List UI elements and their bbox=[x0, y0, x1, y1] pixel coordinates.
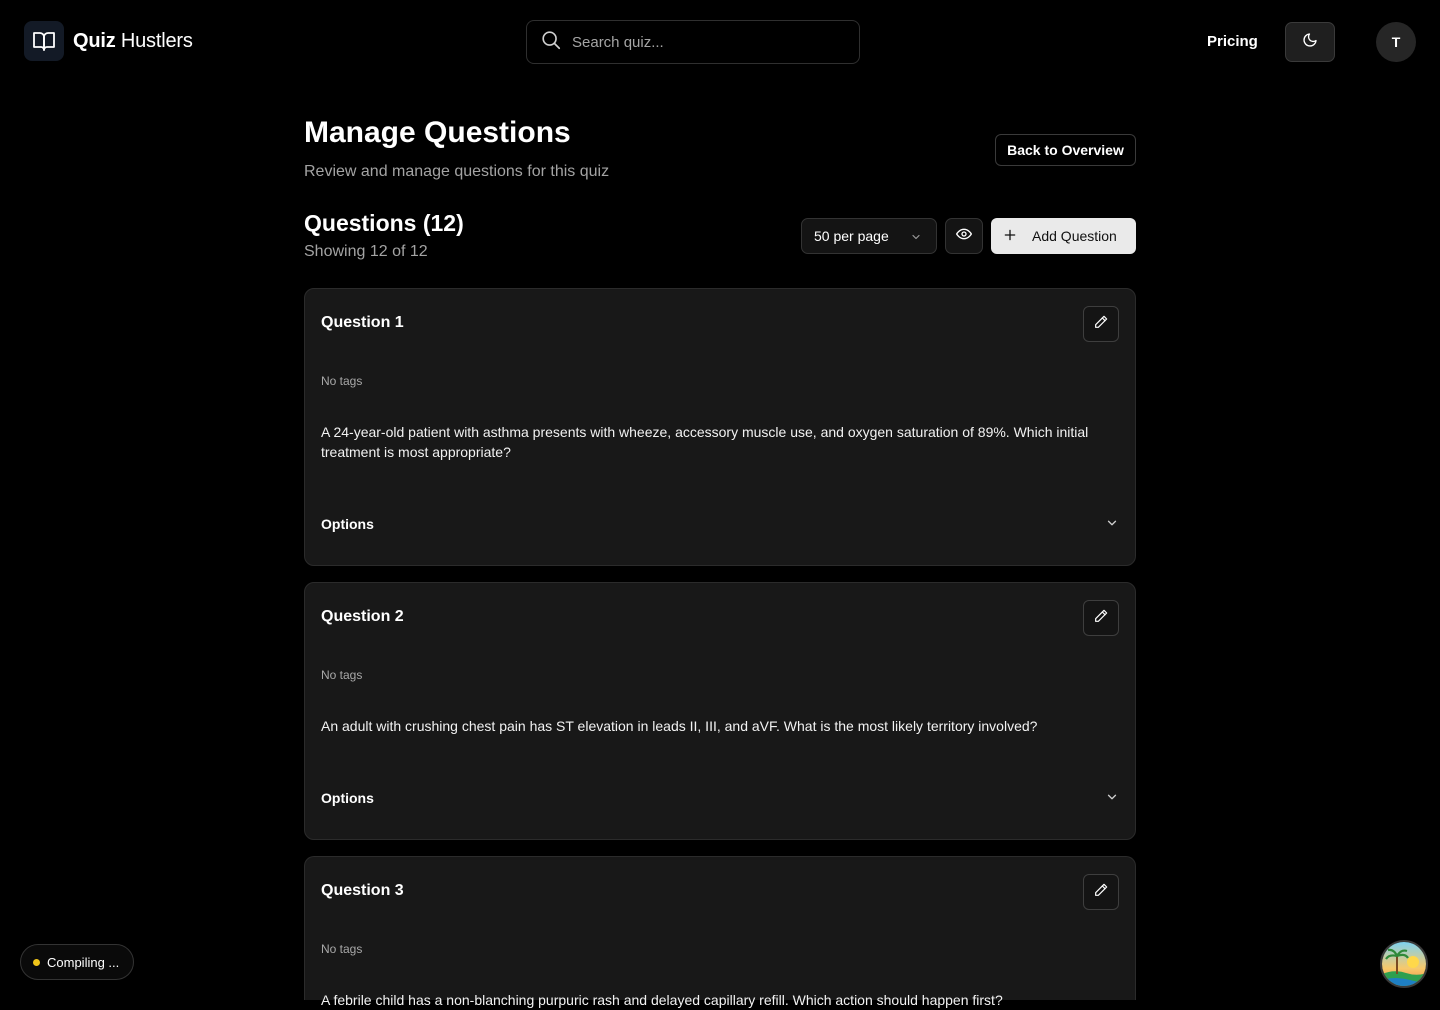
add-question-button[interactable] bbox=[991, 218, 1136, 254]
edit-question-button[interactable] bbox=[1083, 600, 1119, 636]
floating-assistant-badge[interactable] bbox=[1380, 940, 1428, 988]
logo-link[interactable] bbox=[24, 21, 193, 61]
logo-text bbox=[73, 30, 193, 53]
preview-toggle-button[interactable] bbox=[945, 218, 983, 254]
question-card bbox=[304, 856, 1136, 1008]
edit-question-button[interactable] bbox=[1083, 874, 1119, 910]
search-icon bbox=[540, 29, 562, 56]
questions-count-text: Showing 12 of 12 bbox=[304, 243, 428, 260]
user-avatar[interactable]: T bbox=[1376, 22, 1416, 62]
options-label: Options bbox=[321, 790, 374, 806]
page-subtitle: Review and manage questions for this quiz bbox=[304, 163, 610, 180]
status-label: Compiling ... bbox=[47, 954, 120, 970]
add-question-label: Add Question bbox=[1032, 228, 1117, 244]
logo-text-light: Hustlers bbox=[120, 29, 193, 52]
search-input[interactable] bbox=[572, 34, 842, 51]
question-tags: No tags bbox=[321, 942, 363, 956]
logo-text-bold: Quiz bbox=[73, 29, 116, 52]
per-page-value: 50 per page bbox=[814, 228, 889, 244]
question-title: Question 3 bbox=[321, 882, 404, 899]
question-tags: No tags bbox=[321, 668, 363, 682]
book-open-icon bbox=[24, 21, 64, 61]
pencil-icon bbox=[1093, 314, 1109, 335]
question-text: A 24-year-old patient with asthma presents with wheeze, accessory muscle use, and oxygen saturation of 89%. Which initial treatment is most appropriate? bbox=[321, 424, 1089, 460]
chevron-down-icon bbox=[910, 230, 922, 246]
chevron-down-icon bbox=[1105, 790, 1119, 807]
compile-status-indicator[interactable] bbox=[20, 944, 134, 980]
pricing-link[interactable]: Pricing bbox=[1207, 33, 1258, 50]
moon-icon bbox=[1302, 32, 1318, 53]
beach-scene-icon bbox=[1382, 942, 1428, 988]
per-page-select[interactable] bbox=[801, 218, 937, 254]
pencil-icon bbox=[1093, 608, 1109, 629]
question-text: An adult with crushing chest pain has ST elevation in leads II, III, and aVF. What is the most likely territory involved? bbox=[321, 718, 1038, 734]
question-title: Question 2 bbox=[321, 608, 404, 625]
theme-toggle-button[interactable] bbox=[1285, 22, 1335, 62]
page-title: Manage Questions bbox=[304, 116, 571, 149]
status-dot bbox=[33, 959, 40, 966]
question-title: Question 1 bbox=[321, 314, 404, 331]
edit-question-button[interactable] bbox=[1083, 306, 1119, 342]
question-card bbox=[304, 288, 1136, 566]
back-to-overview-button[interactable]: Back to Overview bbox=[995, 134, 1136, 166]
search-box[interactable] bbox=[526, 20, 860, 64]
question-tags: No tags bbox=[321, 374, 363, 388]
question-text: A febrile child has a non-blanching purpuric rash and delayed capillary refill. Which action should happen first? bbox=[321, 992, 1003, 1008]
top-navbar bbox=[0, 0, 1440, 84]
chevron-down-icon bbox=[1105, 516, 1119, 533]
eye-icon bbox=[956, 226, 972, 247]
questions-heading: Questions (12) bbox=[304, 210, 464, 236]
plus-icon bbox=[1003, 227, 1017, 245]
pencil-icon bbox=[1093, 882, 1109, 903]
options-toggle[interactable] bbox=[321, 786, 1119, 810]
options-toggle[interactable] bbox=[321, 512, 1119, 536]
question-card bbox=[304, 582, 1136, 840]
options-label: Options bbox=[321, 516, 374, 532]
